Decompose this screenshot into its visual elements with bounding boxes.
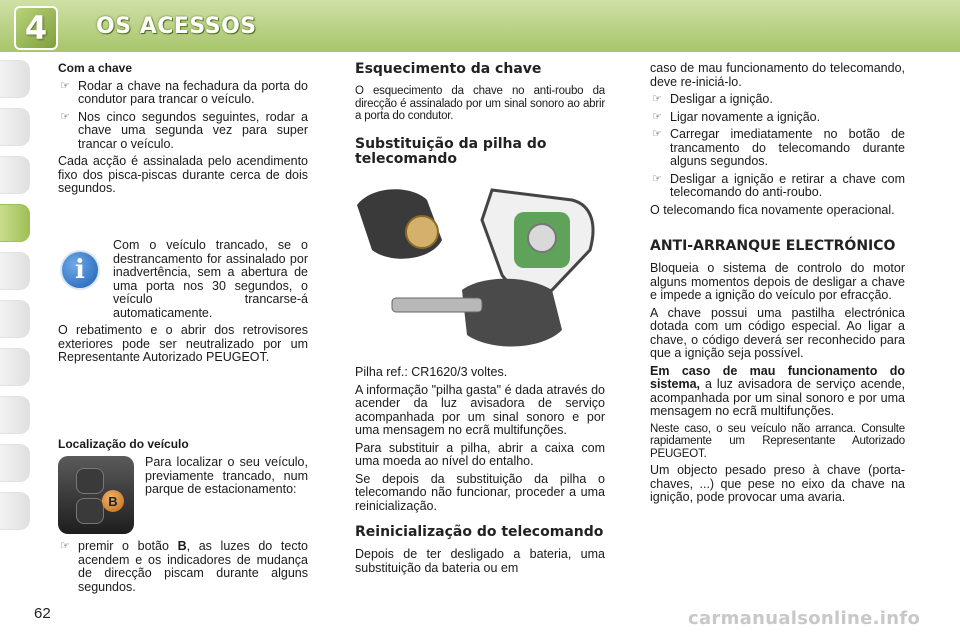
reinit-step-1: ☞ Desligar a ignição. (652, 92, 773, 106)
reinit-heading: Reinicialização do telecomando (355, 524, 604, 540)
side-tab-5[interactable] (0, 252, 30, 290)
pointing-hand-icon: ☞ (652, 128, 662, 140)
immobiliser-paragraph-2: A chave possui uma pastilha electrónica dotada com um código especial. Ao ligar a chave, o código deverá ser reconhecido para que a ignição seja possível. (650, 305, 905, 360)
side-tab-1[interactable] (0, 60, 30, 98)
pointing-hand-icon: ☞ (60, 79, 70, 92)
immobiliser-paragraph-4: Neste caso, o seu veículo não arranca. Consulte rapidamente um Representante Autorizado PEUGEOT. (650, 422, 905, 460)
watermark: carmanualsonline.info (688, 608, 921, 629)
pointing-hand-icon: ☞ (652, 172, 662, 185)
locate-heading: Localização do veículo (58, 437, 189, 451)
remote-operational-paragraph: O telecomando fica novamente operacional. (650, 202, 895, 217)
pointing-hand-icon: ☞ (60, 540, 70, 552)
side-tab-4-active[interactable] (0, 204, 30, 242)
side-tab-7[interactable] (0, 348, 30, 386)
side-tab-9[interactable] (0, 444, 30, 482)
info-icon: i (60, 250, 100, 290)
lock-button-icon (76, 468, 104, 494)
chapter-title: OS ACESSOS (96, 14, 257, 39)
immobiliser-heading: ANTI-ARRANQUE ELECTRÓNICO (650, 238, 896, 254)
reinit-continued-paragraph: caso de mau funcionamento do telecomando, deve re-iniciá-lo. (650, 61, 905, 89)
key-bullet-2: ☞ Nos cinco segundos seguintes, rodar a chave uma segunda vez para super trancar o veículo. (60, 109, 308, 151)
forgot-key-paragraph: O esquecimento da chave no anti-roubo da direcção é assinalado por um sinal sonoro ao abrir a porta do condutor. (355, 85, 605, 122)
info-paragraph-2: O rebatimento e o abrir dos retrovisores exteriores pode ser neutralizado por um Representante Autorizado PEUGEOT. (58, 323, 308, 364)
battery-replace-paragraph: Para substituir a pilha, abrir a caixa com uma moeda ao nível do entalho. (355, 440, 605, 468)
info-paragraph-1: Com o veículo trancado, se o destrancamento for assinalado por inadvertência, sem a abertura de uma porta nos 30 segundos, o veículo trancarse-á automaticamente. (113, 238, 308, 320)
locate-bullet: ☞ premir o botão B, as luzes do tecto acendem e os indicadores de mudança de direcção piscam durante alguns segundos. (60, 539, 308, 594)
battery-reinit-paragraph: Se depois da substituição da pilha o telecomando não funcionar, proceder a uma reinicialização. (355, 471, 605, 513)
immobiliser-paragraph-1: Bloqueia o sistema de controlo do motor alguns momentos depois de desligar a chave e impede a ignição do veículo por efracção. (650, 261, 905, 302)
side-tab-3[interactable] (0, 156, 30, 194)
key-bullet-1: ☞ Rodar a chave na fechadura da porta do condutor para trancar o veículo. (60, 78, 308, 106)
reinit-step-4: ☞ Desligar a ignição e retirar a chave com telecomando do anti-roubo. (652, 171, 905, 199)
side-tab-6[interactable] (0, 300, 30, 338)
remote-battery-image (352, 180, 602, 360)
key-paragraph: Cada acção é assinalada pelo acendimento fixo dos pisca-piscas durante cerca de dois segundos. (58, 154, 308, 195)
reinit-step-3: ☞ Carregar imediatamente no botão de trancamento do telecomando durante alguns segundos. (652, 127, 905, 168)
middle-column (355, 62, 605, 175)
pointing-hand-icon: ☞ (652, 93, 662, 105)
reinit-step-2: ☞ Ligar novamente a ignição. (652, 109, 821, 124)
page-number: 62 (34, 605, 51, 622)
side-tab-strip (0, 60, 36, 540)
locate-paragraph: Para localizar o seu veículo, previamente trancado, num parque de estacionamento: (145, 455, 308, 496)
unlock-button-icon (76, 498, 104, 524)
immobiliser-paragraph-3: Em caso de mau funcionamento do sistema, a luz avisadora de serviço acende, acompanhada por um sinal sonoro e por uma mensagem no ecrã multifunções. (650, 363, 905, 418)
forgot-key-heading: Esquecimento da chave (355, 61, 542, 77)
button-b-badge: B (102, 490, 124, 512)
key-heading: Com a chave (58, 61, 133, 75)
battery-low-paragraph: A informação "pilha gasta" é dada através do acender da luz avisadora de serviço acompanhada por um sinal sonoro e por uma mensagem no ecrã multifunções. (355, 382, 605, 437)
middle-column-lower (355, 366, 605, 579)
right-column (650, 62, 905, 509)
reinit-paragraph: Depois de ter desligado a bateria, uma substituição da bateria ou em (355, 547, 605, 575)
side-tab-8[interactable] (0, 396, 30, 434)
remote-key-image (58, 456, 134, 534)
side-tab-2[interactable] (0, 108, 30, 146)
pointing-hand-icon: ☞ (60, 110, 70, 123)
left-column (58, 62, 308, 200)
info-note (58, 239, 308, 369)
side-tab-10[interactable] (0, 492, 30, 530)
immobiliser-paragraph-5: Um objecto pesado preso à chave (porta-chaves, ...) que pese no eixo da chave na ignição, pode provocar uma avaria. (650, 463, 905, 504)
battery-heading: Substituição da pilha do telecomando (355, 135, 547, 167)
battery-reference: Pilha ref.: CR1620/3 voltes. (355, 365, 508, 379)
chapter-number: 4 (14, 6, 58, 50)
pointing-hand-icon: ☞ (652, 110, 662, 123)
